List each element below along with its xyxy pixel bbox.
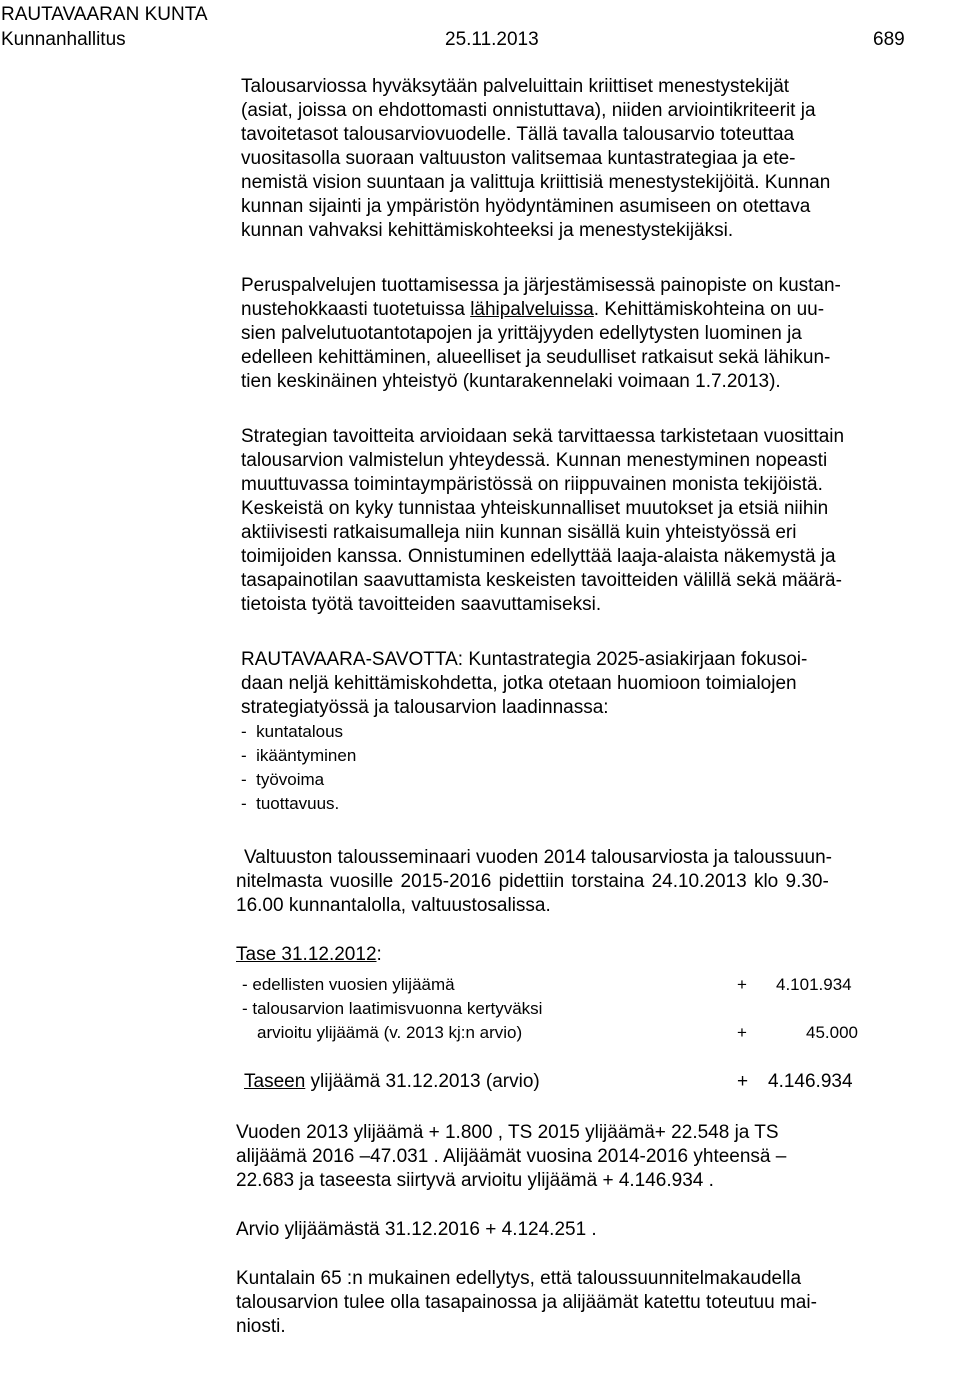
text-line: tasapainotilan saavuttamista keskeisten tavoitteiden välillä sekä määrä- (241, 570, 842, 591)
text-line: niosti. (236, 1316, 286, 1337)
text-line: tietoista työtä tavoitteiden saavuttamiseksi. (241, 594, 602, 615)
list-item: - kuntatalous (241, 722, 344, 741)
balance-total-rest: ylijäämä 31.12.2013 (arvio) (305, 1071, 540, 1092)
balance-total-sign: + (737, 1071, 749, 1092)
text-line: daan neljä kehittämiskohdetta, jotka otetaan huomioon toimialojen (241, 673, 797, 694)
text-line: talousarvion tulee olla tasapainossa ja alijäämät katettu toteutuu mai- (236, 1292, 817, 1313)
text-line: RAUTAVAARA-SAVOTTA: Kuntastrategia 2025-asiakirjaan fokusoi- (241, 649, 808, 670)
forecast-line: Arvio ylijäämästä 31.12.2016 + 4.124.251 . (236, 1219, 597, 1240)
amount-value: 4.101.934 (776, 975, 852, 994)
list-item: - tuottavuus. (241, 794, 340, 813)
text-line: tavoitetasot talousarviovuodelle. Tällä tavalla talousarvio toteuttaa (241, 124, 795, 145)
list-item-text: kuntatalous (256, 722, 344, 741)
balance-row-sign: + (737, 975, 747, 994)
balance-row-label: - edellisten vuosien ylijäämä (242, 975, 455, 994)
text-line: kunnan vahvaksi kehittämiskohteeksi ja menestystekijäksi. (241, 220, 734, 241)
balance-heading-colon: : (376, 944, 382, 965)
text-line: 22.683 ja taseesta siirtyvä arvioitu ylijäämä + 4.146.934 . (236, 1170, 714, 1191)
text-line: strategiatyössä ja talousarvion laadinnassa: (241, 697, 609, 718)
balance-heading (236, 943, 382, 967)
balance-heading-underlined: Tase 31.12.2012 (236, 944, 377, 965)
list-item-text: tuottavuus. (256, 794, 340, 813)
text-line: aktiivisesti ratkaisumalleja niin kunnan sisällä kuin yhteistyössä eri (241, 522, 797, 543)
organization-name: RAUTAVAARAN KUNTA (1, 4, 208, 25)
balance-row-amount (806, 1021, 878, 1045)
text-line: Vuoden 2013 ylijäämä + 1.800 , TS 2015 ylijäämä+ 22.548 ja TS (236, 1122, 779, 1143)
balance-row-label: - talousarvion laatimisvuonna kertyväksi (242, 999, 543, 1018)
underlined-term: lähipalveluissa (470, 299, 594, 320)
amount-value: 4.146.934 (768, 1071, 853, 1092)
committee-name: Kunnanhallitus (1, 29, 126, 50)
text-line: toimijoiden kanssa. Onnistuminen edellyttää laaja-alaista näkemystä ja (241, 546, 836, 567)
list-item: - ikääntyminen (241, 746, 357, 765)
text-line: nitelmasta vuosille 2015-2016 pidettiin torstaina 24.10.2013 klo 9.30- (236, 871, 829, 892)
text-line (241, 298, 824, 322)
text-line: Valtuuston talousseminaari vuoden 2014 talousarviosta ja taloussuun- (244, 847, 832, 868)
page-number: 689 (873, 29, 905, 50)
balance-total-label (244, 1070, 540, 1094)
list-item-text: ikääntyminen (256, 746, 357, 765)
text-line: tien keskinäinen yhteistyö (kuntarakennelaki voimaan 1.7.2013). (241, 371, 781, 392)
text-line: nemistä vision suuntaan ja valittuja kriittisiä menestystekijöitä. Kunnan (241, 172, 831, 193)
text-segment: . Kehittämiskohteina on uu- (593, 299, 825, 320)
amount-value: 45.000 (806, 1023, 858, 1042)
text-line: talousarvion valmistelun yhteydessä. Kunnan menestyminen nopeasti (241, 450, 828, 471)
list-item-text: työvoima (256, 770, 325, 789)
balance-row-label: arvioitu ylijäämä (v. 2013 kj:n arvio) (257, 1023, 523, 1042)
text-line: kunnan sijainti ja ympäristön hyödyntäminen asumiseen on otettava (241, 196, 811, 217)
text-line: vuositasolla suoraan valtuuston valitsemaa kuntastrategiaa ja ete- (241, 148, 796, 169)
balance-total-amount (768, 1070, 873, 1094)
text-segment: nustehokkaasti tuotetuissa (241, 299, 471, 320)
text-line: Kuntalain 65 :n mukainen edellytys, että taloussuunnitelmakaudella (236, 1268, 802, 1289)
text-line: Talousarviossa hyväksytään palveluittain kriittiset menestystekijät (241, 76, 790, 97)
list-item: - työvoima (241, 770, 325, 789)
text-line: Peruspalvelujen tuottamisessa ja järjestämisessä painopiste on kustan- (241, 275, 841, 296)
balance-row-sign: + (737, 1023, 747, 1042)
text-line: muuttuvassa toimintaympäristössä on riippuvainen monista tekijöistä. (241, 474, 823, 495)
balance-total-underlined: Taseen (244, 1071, 306, 1092)
text-line: 16.00 kunnantalolla, valtuustosalissa. (236, 895, 551, 916)
balance-row-amount (776, 973, 871, 997)
text-line: edelleen kehittäminen, alueelliset ja seudulliset ratkaisut sekä lähikun- (241, 347, 831, 368)
text-line: Keskeistä on kyky tunnistaa yhteiskunnalliset muutokset ja etsiä niihin (241, 498, 829, 519)
text-line: (asiat, joissa on ehdottomasti onnistuttava), niiden arviointikriteerit ja (241, 100, 816, 121)
meeting-date: 25.11.2013 (445, 29, 539, 50)
text-line: alijäämä 2016 –47.031 . Alijäämät vuosina 2014-2016 yhteensä – (236, 1146, 787, 1167)
text-line: Strategian tavoitteita arvioidaan sekä tarvittaessa tarkistetaan vuosittain (241, 426, 845, 447)
text-line: sien palvelutuotantotapojen ja yrittäjyyden edellytysten luominen ja (241, 323, 802, 344)
